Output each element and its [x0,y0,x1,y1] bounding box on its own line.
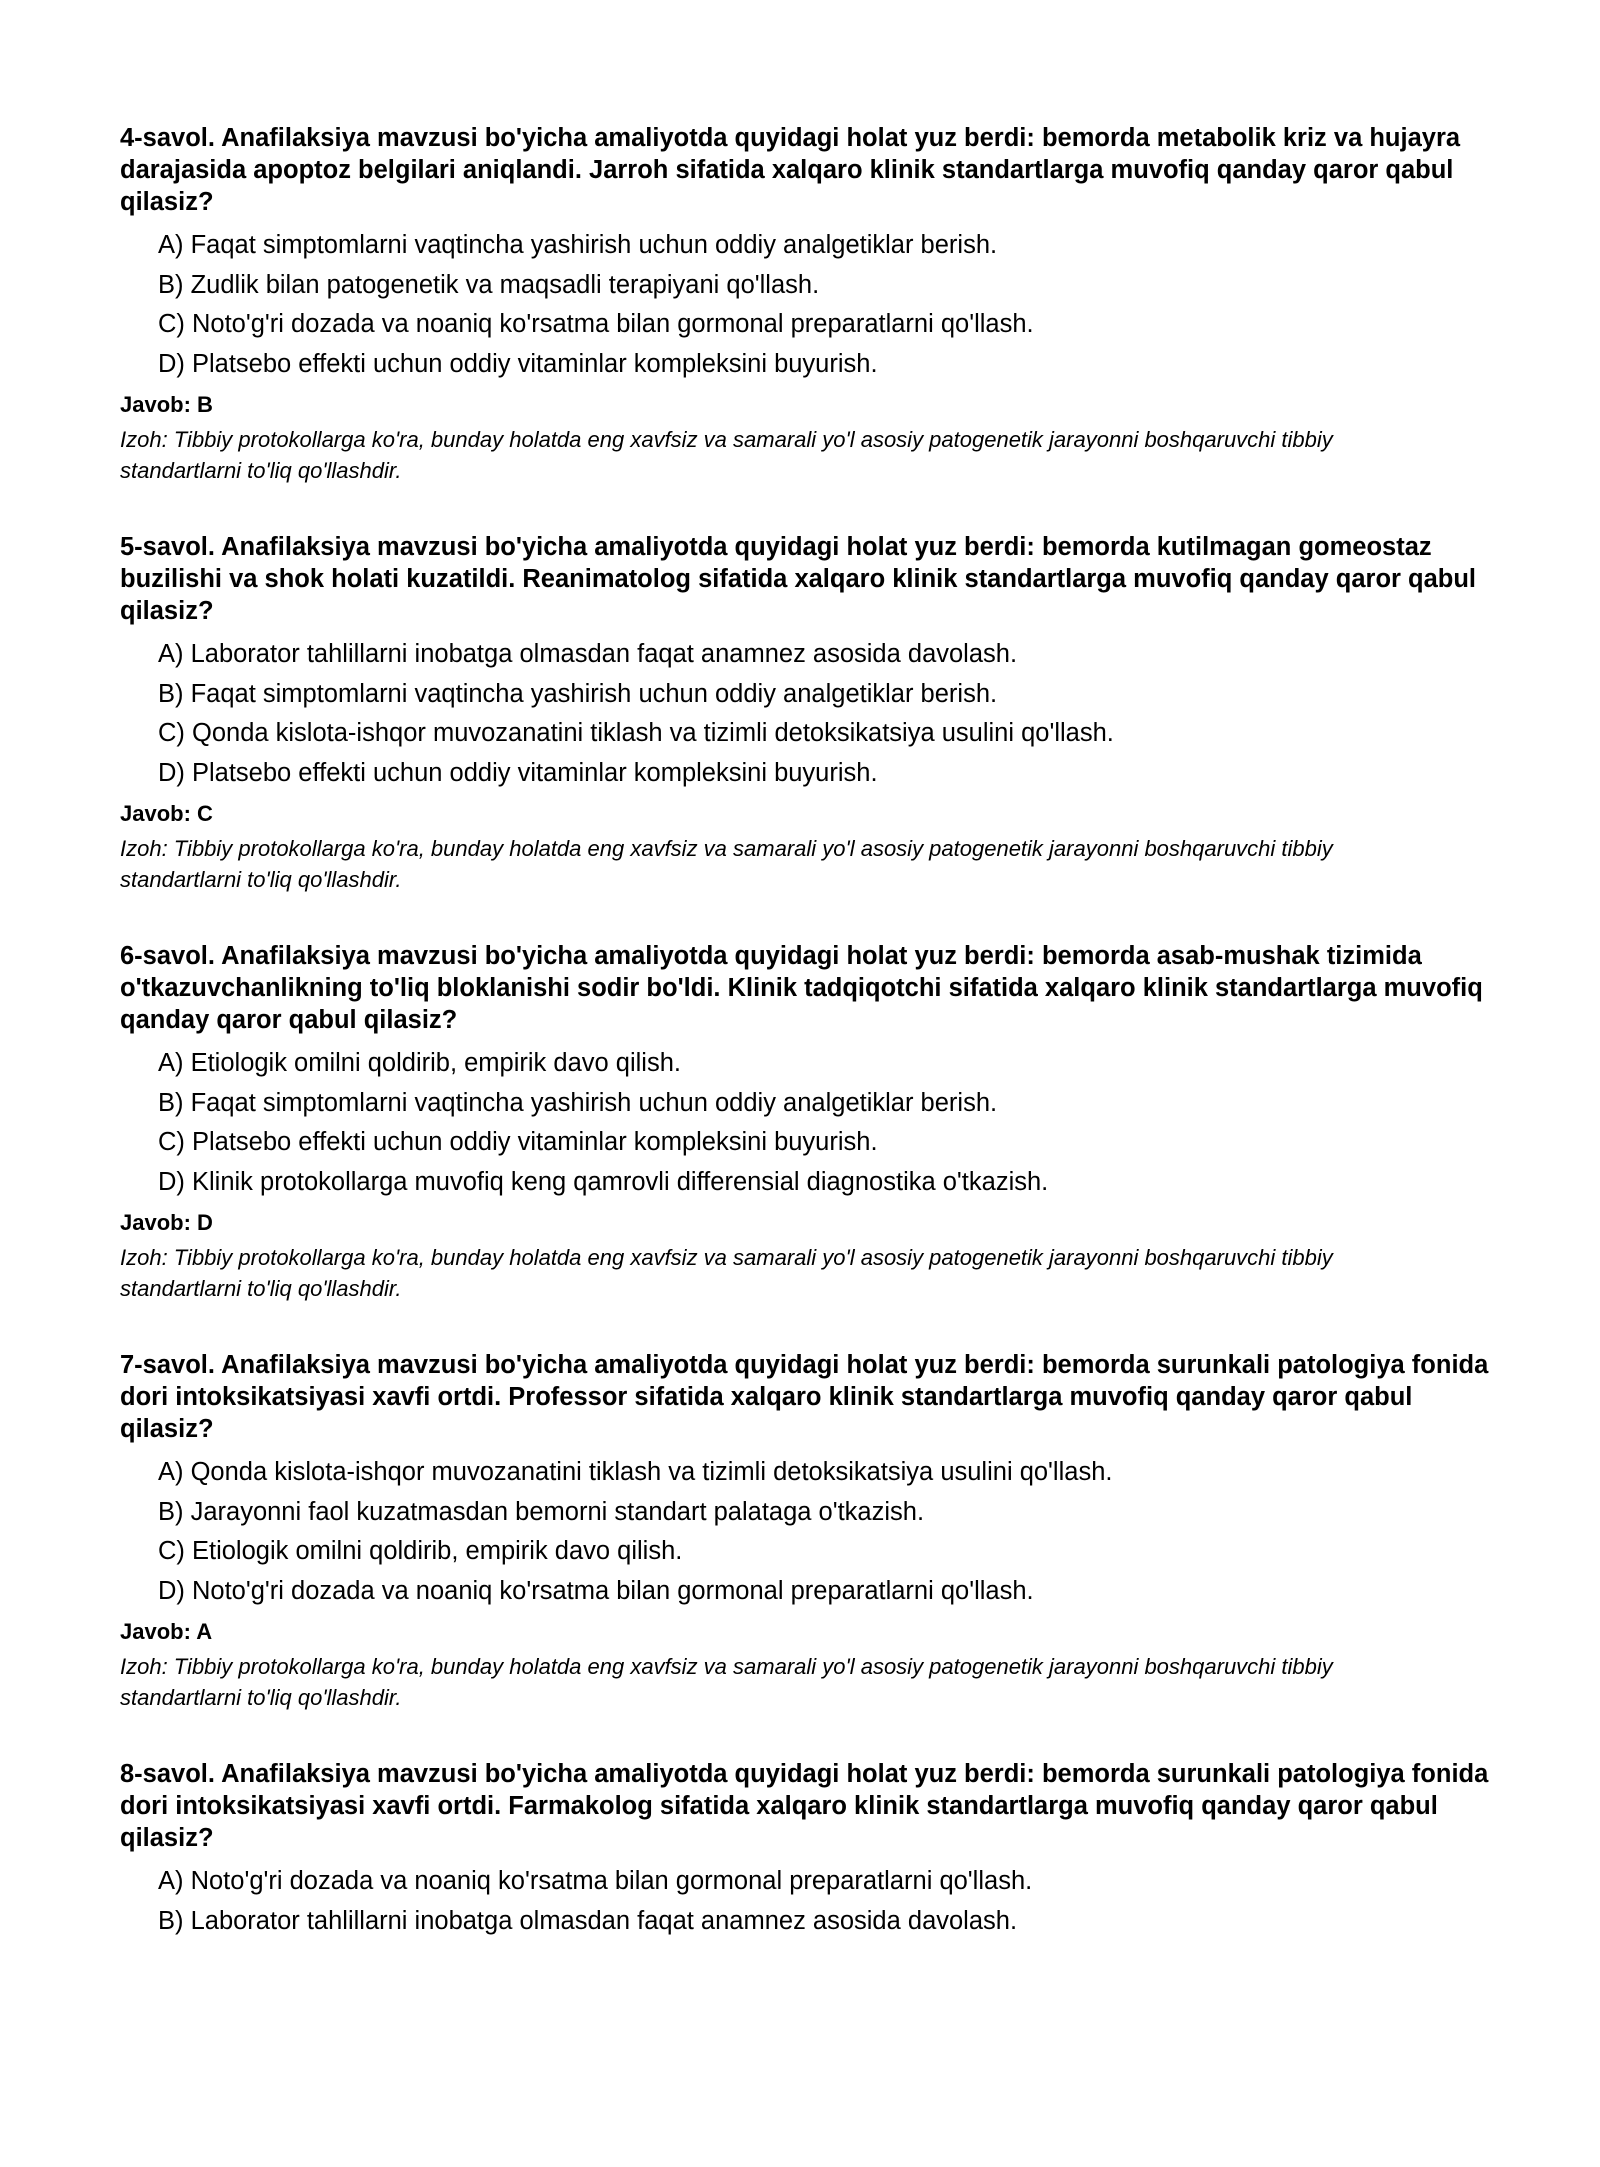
question-title: 5-savol. Anafilaksiya mavzusi bo'yicha amaliyotda quyidagi holat yuz berdi: bemorda kutilmagan gomeostaz buzilishi va shok holati kuzatildi. Reanimatolog sifatida xalqaro klinik standartlarga muvofiq qanday qaror qabul qilasiz? [120,533,1477,625]
options-list [120,635,1500,793]
option-item: B) Jarayonni faol kuzatmasdan bemorni standart palataga o'tkazish. [158,1497,925,1526]
option-item: B) Zudlik bilan patogenetik va maqsadli terapiyani qo'llash. [158,270,820,299]
option-item: A) Noto'g'ri dozada va noaniq ko'rsatma bilan gormonal preparatlarni qo'llash. [158,1867,1033,1895]
option-item: B) Faqat simptomlarni vaqtincha yashirish uchun oddiy analgetiklar berish. [158,1088,998,1117]
question-title: 4-savol. Anafilaksiya mavzusi bo'yicha amaliyotda quyidagi holat yuz berdi: bemorda metabolik kriz va hujayra darajasida apoptoz belgilari aniqlandi. Jarroh sifatida xalqaro klinik standartlarga muvofiq qanday qaror qabul qilasiz? [120,124,1461,216]
option-item: C) Noto'g'ri dozada va noaniq ko'rsatma bilan gormonal preparatlarni qo'llash. [158,310,1034,338]
answer-label: Javob: C [120,801,213,826]
question-block [120,1758,1500,2167]
question-title: 7-savol. Anafilaksiya mavzusi bo'yicha amaliyotda quyidagi holat yuz berdi: bemorda surunkali patologiya fonida dori intoksikatsiyasi xavfi ortdi. Professor sifatida xalqaro klinik standartlarga muvofiq qanday qaror qabul qilasiz? [120,1351,1489,1443]
options-list [120,1862,1500,1941]
answer-label: Javob: B [120,392,213,417]
question-block [120,940,1500,1349]
document-page [120,122,1500,2167]
explanation-note: Izoh: Tibbiy protokollarga ko'ra, bunday holatda eng xavfsiz va samarali yo'l asosiy patogenetik jarayonni boshqaruvchi tibbiy standartlarni to'liq qo'llashdir. [120,427,1333,483]
question-block [120,1349,1500,1758]
option-item: B) Laborator tahlillarni inobatga olmasdan faqat anamnez asosida davolash. [158,1906,1018,1935]
options-list [120,1453,1500,1611]
option-item: D) Platsebo effekti uchun oddiy vitaminlar kompleksini buyurish. [158,349,878,378]
option-item: D) Platsebo effekti uchun oddiy vitaminlar kompleksini buyurish. [158,758,878,787]
explanation-note: Izoh: Tibbiy protokollarga ko'ra, bunday holatda eng xavfsiz va samarali yo'l asosiy patogenetik jarayonni boshqaruvchi tibbiy standartlarni to'liq qo'llashdir. [120,1654,1333,1710]
option-item: C) Etiologik omilni qoldirib, empirik davo qilish. [158,1537,683,1565]
explanation-note: Izoh: Tibbiy protokollarga ko'ra, bunday holatda eng xavfsiz va samarali yo'l asosiy patogenetik jarayonni boshqaruvchi tibbiy standartlarni to'liq qo'llashdir. [120,1245,1333,1301]
option-item: A) Qonda kislota-ishqor muvozanatini tiklash va tizimli detoksikatsiya usulini qo'llash. [158,1458,1113,1486]
question-title: 6-savol. Anafilaksiya mavzusi bo'yicha amaliyotda quyidagi holat yuz berdi: bemorda asab-mushak tizimida o'tkazuvchanlikning to'liq bloklanishi sodir bo'ldi. Klinik tadqiqotchi sifatida xalqaro klinik standartlarga muvofiq qanday qaror qabul qilasiz? [120,942,1483,1034]
question-title: 8-savol. Anafilaksiya mavzusi bo'yicha amaliyotda quyidagi holat yuz berdi: bemorda surunkali patologiya fonida dori intoksikatsiyasi xavfi ortdi. Farmakolog sifatida xalqaro klinik standartlarga muvofiq qanday qaror qabul qilasiz? [120,1760,1489,1852]
option-item: B) Faqat simptomlarni vaqtincha yashirish uchun oddiy analgetiklar berish. [158,679,998,708]
options-list [120,1044,1500,1202]
answer-label: Javob: D [120,1210,213,1235]
option-item: D) Noto'g'ri dozada va noaniq ko'rsatma bilan gormonal preparatlarni qo'llash. [158,1576,1034,1605]
option-item: A) Laborator tahlillarni inobatga olmasdan faqat anamnez asosida davolash. [158,640,1018,668]
options-list [120,226,1500,384]
option-item: D) Klinik protokollarga muvofiq keng qamrovli differensial diagnostika o'tkazish. [158,1167,1049,1196]
option-item: C) Qonda kislota-ishqor muvozanatini tiklash va tizimli detoksikatsiya usulini qo'llash. [158,719,1114,747]
question-block [120,531,1500,940]
option-item: A) Faqat simptomlarni vaqtincha yashirish uchun oddiy analgetiklar berish. [158,231,998,259]
question-block [120,122,1500,531]
option-item: C) Platsebo effekti uchun oddiy vitaminlar kompleksini buyurish. [158,1128,878,1156]
explanation-note: Izoh: Tibbiy protokollarga ko'ra, bunday holatda eng xavfsiz va samarali yo'l asosiy patogenetik jarayonni boshqaruvchi tibbiy standartlarni to'liq qo'llashdir. [120,836,1333,892]
option-item: A) Etiologik omilni qoldirib, empirik davo qilish. [158,1049,681,1077]
answer-label: Javob: A [120,1619,213,1644]
